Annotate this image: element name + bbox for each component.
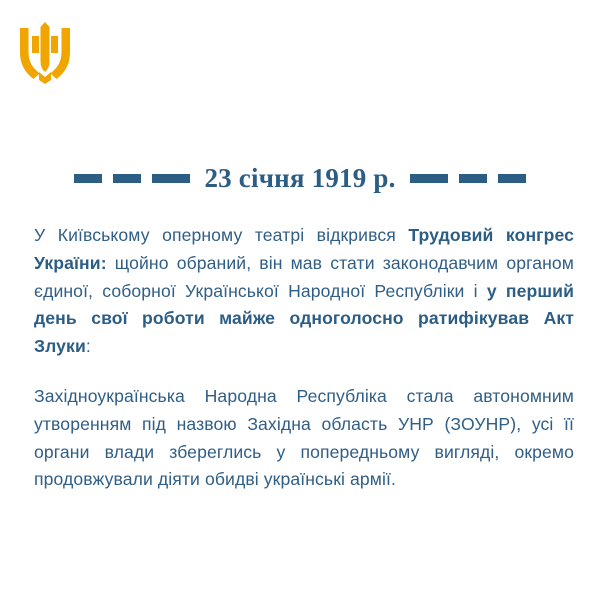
page-title: 23 січня 1919 р. bbox=[204, 162, 396, 193]
body-copy bbox=[34, 222, 574, 494]
title-dashes-right bbox=[410, 174, 526, 183]
paragraph-2: Західноукраїнська Народна Республіка стала автономним утворенням під назвою Західна область УНР (ЗОУНР), усі її органи влади збереглись у попередньому вигляді, окремо продовжували діяти обидві українські армії. bbox=[34, 385, 574, 490]
dash-mark bbox=[74, 174, 102, 183]
ukraine-trident-icon bbox=[18, 22, 72, 84]
title-dashes-left bbox=[74, 174, 190, 183]
dash-mark bbox=[459, 174, 487, 183]
paragraph-1: У Київському оперному театрі відкрився Трудовий конгрес України: щойно обраний, він мав стати законодавчим органом єдиної, соборної Української Народної Республіки і у перший день свої роботи майже одноголосно ратифікував Акт Злуки: bbox=[34, 225, 574, 357]
dash-mark bbox=[113, 174, 141, 183]
dash-mark bbox=[410, 174, 448, 183]
dash-mark bbox=[152, 174, 190, 183]
dash-mark bbox=[498, 174, 526, 183]
title-band bbox=[0, 158, 600, 198]
